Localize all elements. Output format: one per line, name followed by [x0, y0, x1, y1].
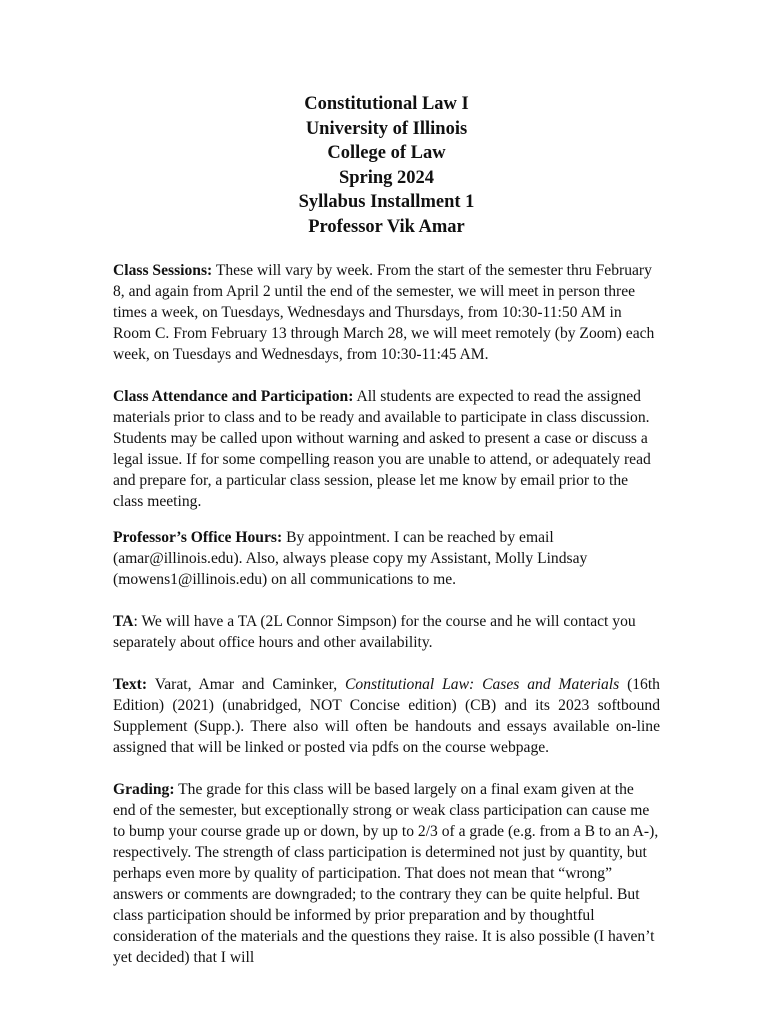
casebook-title: Constitutional Law: Cases and Materials — [345, 676, 620, 693]
grading-section — [113, 779, 660, 968]
semester: Spring 2024 — [338, 167, 435, 188]
document-header — [113, 92, 660, 239]
office-hours-text: By appointment. I can be reached by email (amar@illinois.edu). Also, always please copy my Assistant, Molly Lindsay (mowens1@illinois.edu) on all communications to me. — [113, 529, 588, 588]
office-hours-label: Professor’s Office Hours: — [113, 529, 283, 546]
text-label: Text: — [113, 676, 148, 693]
university-name: University of Illinois — [305, 118, 468, 139]
college-name: College of Law — [327, 143, 446, 163]
ta-text: : We will have a TA (2L Connor Simpson) for the course and he will contact you separately about office hours and other availability. — [113, 613, 636, 651]
text-section — [113, 674, 660, 758]
class-sessions-text: These will vary by week. From the start of the semester thru February 8, and again from April 2 until the end of the semester, we will meet in person three times a week, on Tuesdays, Wednesdays and Thursdays, from 10:30-11:50 AM in Room C. From February 13 through March 28, we will meet remotely (by Zoom) each week, on Tuesdays and Wednesdays, from 10:30-11:45 AM. — [113, 262, 655, 363]
attendance-text: All students are expected to read the assigned materials prior to class and to be ready and available to participate in class discussion. Students may be called upon without warning and asked to present a case or discuss a legal issue. If for some compelling reason you are unable to attend, or adequately read and prepare for, a particular class session, please let me know by email prior to the class meeting. — [113, 388, 651, 510]
ta-label: TA — [113, 613, 134, 630]
syllabus-page — [113, 92, 660, 989]
office-hours-section — [113, 527, 660, 590]
text-details: (16th Edition) (2021) (unabridged, NOT Concise edition) (CB) and its 2023 softbound Supplement (Supp.). There also will often be handouts and essays available on-line assigned that will be linked or posted via pdfs on the course webpage. — [113, 676, 660, 756]
attendance-section — [113, 386, 660, 512]
installment-title: Syllabus Installment 1 — [298, 192, 475, 212]
ta-section — [113, 611, 660, 653]
class-sessions-section — [113, 260, 660, 365]
grading-label: Grading: — [113, 781, 175, 798]
attendance-label: Class Attendance and Participation: — [113, 388, 354, 405]
course-title: Constitutional Law I — [304, 94, 469, 114]
class-sessions-label: Class Sessions: — [113, 262, 213, 279]
text-intro: Varat, Amar and Caminker, — [147, 676, 345, 693]
professor-name: Professor Vik Amar — [308, 216, 465, 237]
grading-text: The grade for this class will be based largely on a final exam given at the end of the semester, but exceptionally strong or weak class participation can cause me to bump your course grade up or down, by up to 2/3 of a grade (e.g. from a B to an A-), respectively. The strength of class participation is determined not just by quantity, but perhaps even more by quality of participation. That does not mean that “wrong” answers or comments are downgraded; to the contrary they can be quite helpful. But class participation should be informed by prior preparation and by thoughtful consideration of the materials and the questions they raise. It is also possible (I haven’t yet decided) that I will — [113, 781, 659, 966]
